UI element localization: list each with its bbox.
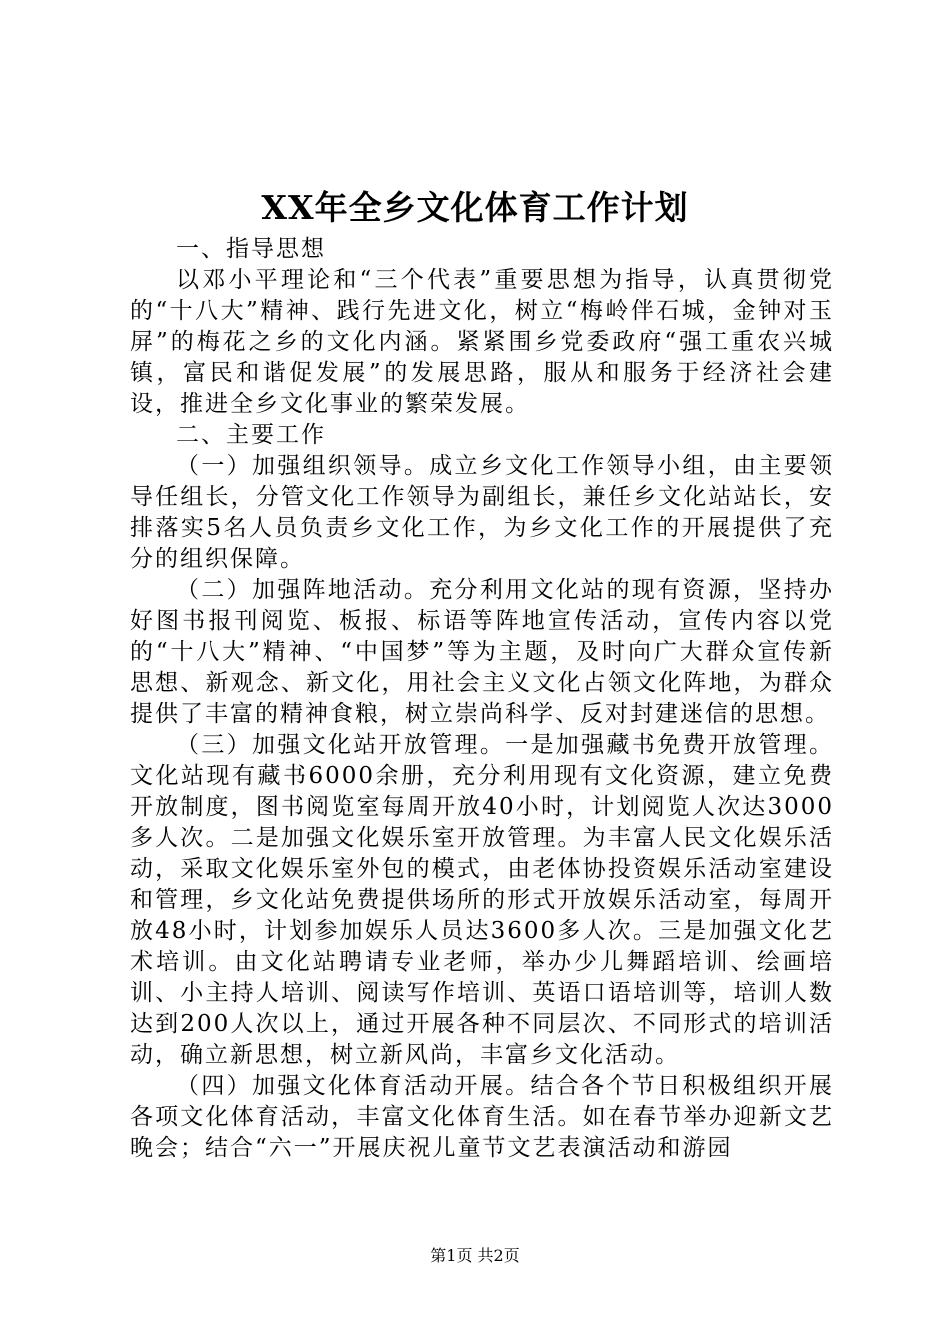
paragraph-guiding-ideology: 以邓小平理论和“三个代表”重要思想为指导，认真贯彻党的“十八大”精神、践行先进文化，树立“梅岭伴石城，金钟对玉屏”的梅花之乡的文化内涵。紧紧围乡党委政府“强工重农兴城镇，富民和谐促发展”的发展思路，服从和服务于经济社会建设，推进全乡文化事业的繁荣发展。 [130, 267, 834, 417]
page-indicator: 第1页 共2页 [430, 1246, 520, 1265]
document-body [130, 234, 834, 1164]
page-footer [0, 1244, 950, 1268]
paragraph-item-4: （四）加强文化体育活动开展。结合各个节日积极组织开展各项文化体育活动，丰富文化体育生活。如在春节举办迎新文艺晚会；结合“六一”开展庆祝儿童节文艺表演活动和游园 [130, 1073, 834, 1161]
paragraph-item-3: （三）加强文化站开放管理。一是加强藏书免费开放管理。文化站现有藏书6000余册，充分利用现有文化资源，建立免费开放制度，图书阅览室每周开放40小时，计划阅览人次达3000多人次。二是加强文化娱乐室开放管理。为丰富人民文化娱乐活动，采取文化娱乐室外包的模式，由老体协投资娱乐活动室建设和管理，乡文化站免费提供场所的形式开放娱乐活动室，每周开放48小时，计划参加娱乐人员达3600多人次。三是加强文化艺术培训。由文化站聘请专业老师，举办少儿舞蹈培训、绘画培训、小主持人培训、阅读写作培训、英语口语培训等，培训人数达到200人次以上，通过开展各种不同层次、不同形式的培训活动，确立新思想，树立新风尚，丰富乡文化活动。 [130, 732, 834, 1068]
document-title: XX年全乡文化体育工作计划 [261, 188, 689, 227]
section-heading-guiding-ideology: 一、指导思想 [176, 236, 326, 262]
section-heading-main-work: 二、主要工作 [176, 422, 326, 448]
paragraph-item-2: （二）加强阵地活动。充分利用文化站的现有资源，坚持办好图书报刊阅览、板报、标语等阵地宣传活动，宣传内容以党的“十八大”精神、“中国梦”等为主题，及时向广大群众宣传新思想、新观念、新文化，用社会主义文化占领文化阵地，为群众提供了丰富的精神食粮，树立崇尚科学、反对封建迷信的思想。 [130, 577, 834, 727]
paragraph-item-1: （一）加强组织领导。成立乡文化工作领导小组，由主要领导任组长，分管文化工作领导为副组长，兼任乡文化站站长，安排落实5名人员负责乡文化工作，为乡文化工作的开展提供了充分的组织保障。 [130, 453, 834, 572]
